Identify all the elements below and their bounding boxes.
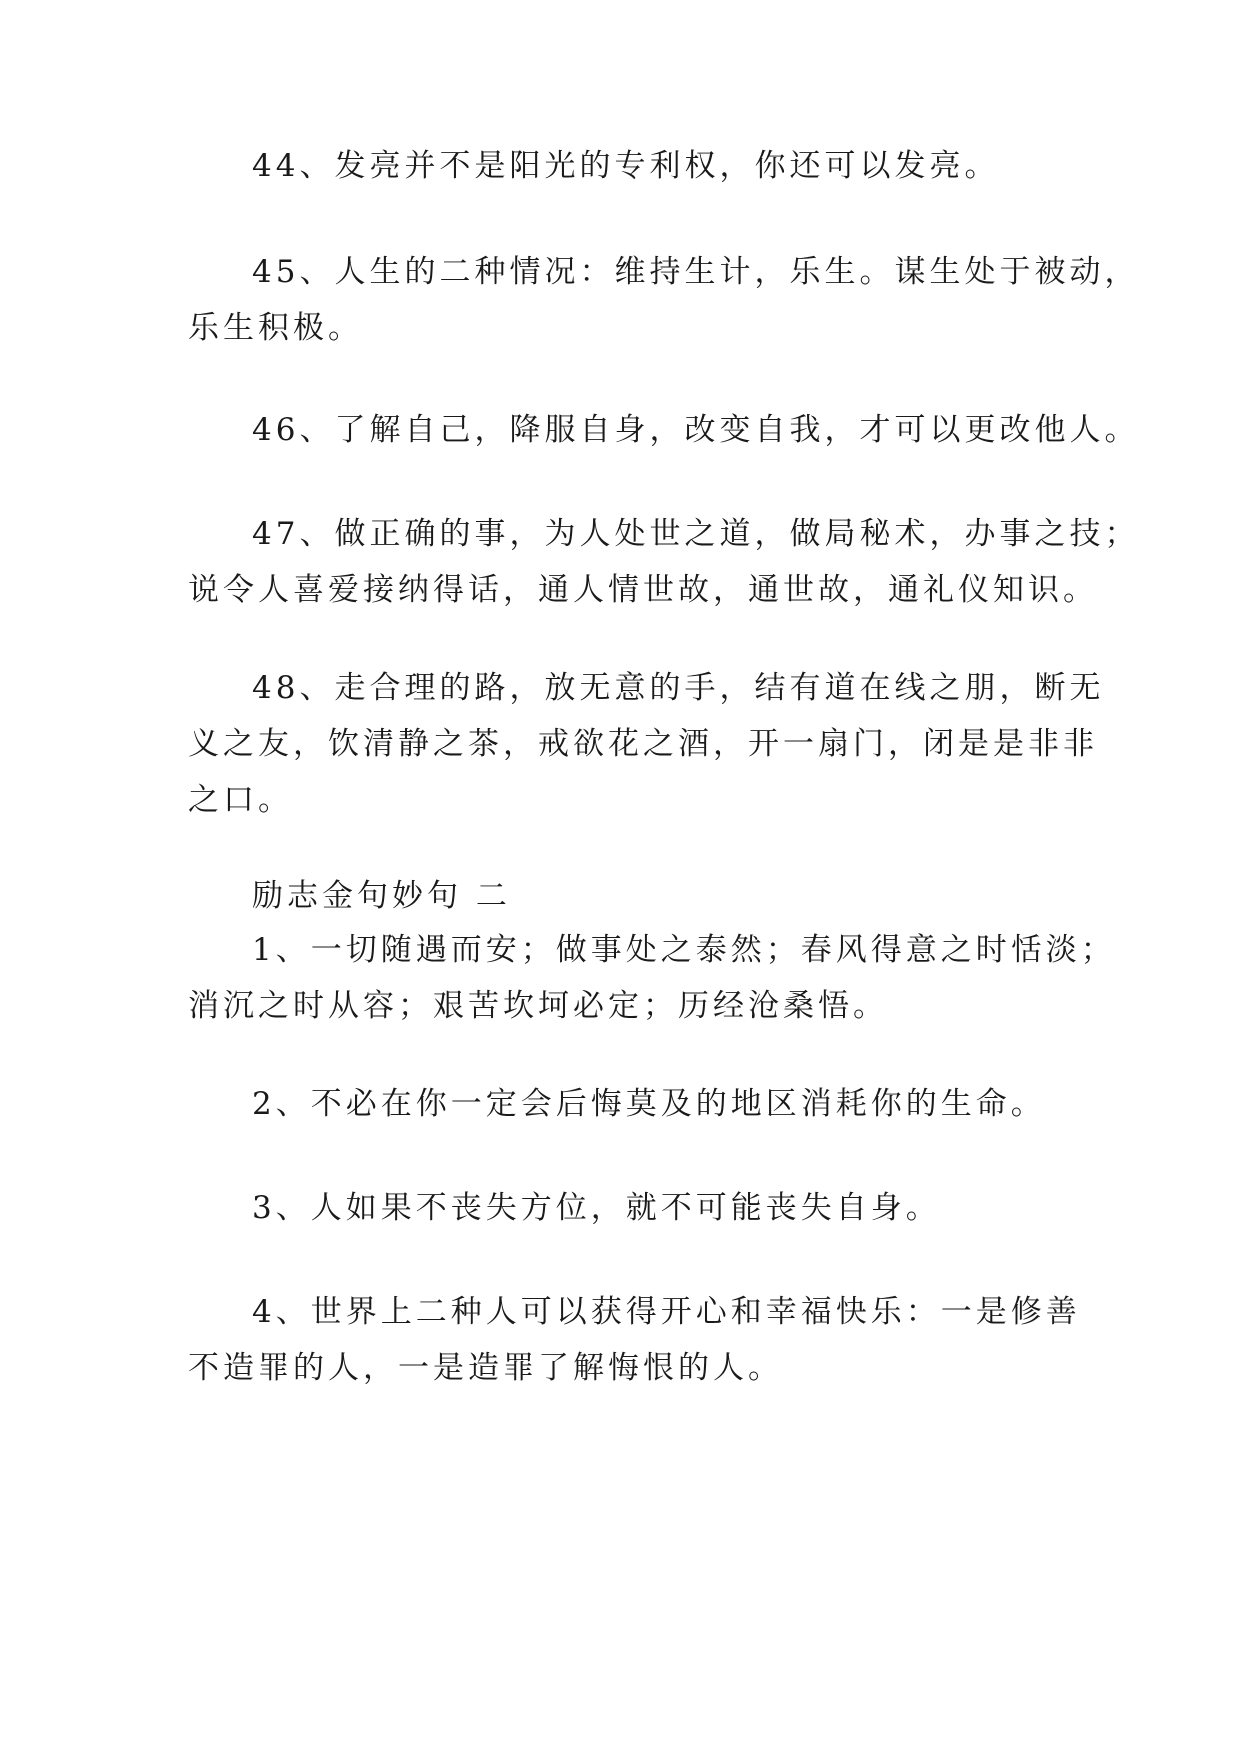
paragraph-line: 说令人喜爱接纳得话，通人情世故，通世故，通礼仪知识。: [188, 572, 1098, 608]
paragraph-line: 2、不必在你一定会后悔莫及的地区消耗你的生命。: [252, 1086, 1046, 1122]
paragraph-45: [188, 244, 1140, 356]
paragraph-line: 消沉之时从容；艰苦坎坷必定；历经沧桑悟。: [188, 988, 888, 1024]
paragraph-line: 44、发亮并不是阳光的专利权，你还可以发亮。: [252, 148, 1000, 184]
paragraph-line: 48、走合理的路，放无意的手，结有道在线之朋，断无: [252, 670, 1105, 706]
paragraph-line: 义之友，饮清静之茶，戒欲花之酒，开一扇门，闭是是非非: [188, 726, 1098, 762]
paragraph-line: 之口。: [188, 782, 293, 818]
section-heading-text: 励志金句妙句 二: [252, 878, 511, 914]
paragraph-46: [188, 402, 1140, 458]
paragraph-line: 4、世界上二种人可以获得开心和幸福快乐：一是修善: [252, 1294, 1081, 1330]
paragraph-44: [188, 138, 1088, 194]
paragraph-2: [188, 1076, 1088, 1132]
paragraph-line: 46、了解自己，降服自身，改变自我，才可以更改他人。: [252, 412, 1140, 448]
paragraph-line: 不造罪的人，一是造罪了解悔恨的人。: [188, 1350, 783, 1386]
paragraph-1: [188, 922, 1116, 1034]
paragraph-line: 45、人生的二种情况：维持生计，乐生。谋生处于被动，: [252, 254, 1140, 290]
paragraph-line: 乐生积极。: [188, 310, 363, 346]
paragraph-4: [188, 1284, 1088, 1396]
section-heading: [188, 868, 1088, 924]
paragraph-line: 3、人如果不丧失方位，就不可能丧失自身。: [252, 1190, 941, 1226]
paragraph-47: [188, 506, 1140, 618]
paragraph-3: [188, 1180, 1088, 1236]
paragraph-line: 47、做正确的事，为人处世之道，做局秘术，办事之技；: [252, 516, 1140, 552]
paragraph-line: 1、一切随遇而安；做事处之泰然；春风得意之时恬淡；: [252, 932, 1116, 968]
paragraph-48: [188, 660, 1105, 828]
